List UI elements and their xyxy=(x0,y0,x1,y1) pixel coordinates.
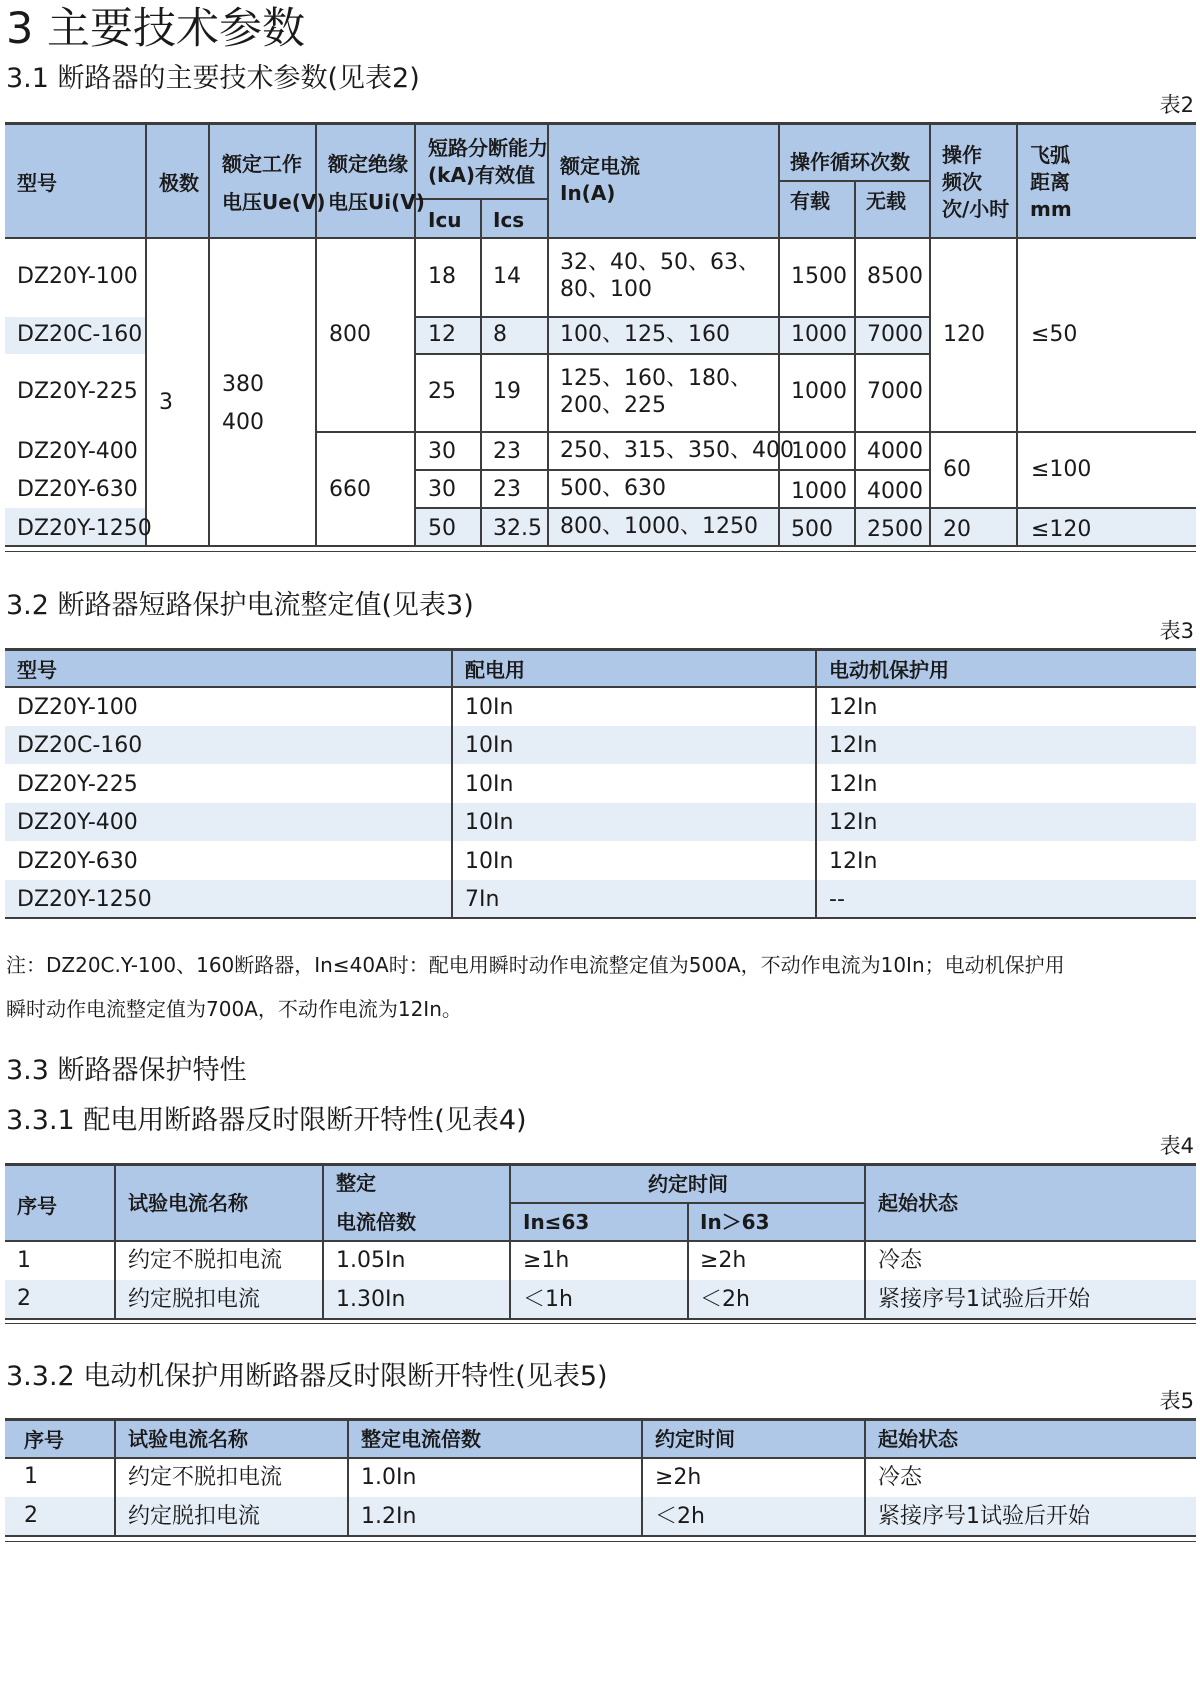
table-5-bottom-rule xyxy=(5,1541,1196,1542)
table-3-top-rule xyxy=(5,648,1196,651)
header-cycles: 操作循环次数 xyxy=(790,150,910,174)
page-title: 3 主要技术参数 xyxy=(6,4,306,54)
col-rule xyxy=(929,123,931,545)
header-in-le-63: In≤63 xyxy=(523,1210,590,1234)
row-rule xyxy=(316,431,1196,433)
table-5-top-rule xyxy=(5,1418,1196,1421)
cell-frequency: 20 xyxy=(943,517,971,542)
cell-conventional-time: ≥2h xyxy=(655,1465,702,1490)
col-rule xyxy=(864,1165,866,1318)
cell-frequency: 120 xyxy=(943,322,985,347)
col-rule xyxy=(547,123,549,545)
cell-distribution: 10In xyxy=(465,695,514,720)
cell-test-current: 约定脱扣电流 xyxy=(128,1287,261,1312)
cell-rated-current: 500、630 xyxy=(560,476,666,501)
cell-motor: 12In xyxy=(829,849,878,874)
cell-model: DZ20Y-400 xyxy=(17,439,138,464)
cell-ics: 23 xyxy=(493,439,521,464)
table-5-label: 表5 xyxy=(1159,1389,1194,1413)
col-rule xyxy=(815,650,817,918)
col-rule xyxy=(451,650,453,918)
table-4-label: 表4 xyxy=(1159,1134,1194,1158)
col-rule xyxy=(480,199,482,545)
cell-unloaded: 7000 xyxy=(867,322,923,347)
cell-model: DZ20Y-630 xyxy=(17,849,138,874)
col-rule xyxy=(854,181,856,545)
header-multiple: 整定电流倍数 xyxy=(361,1427,481,1451)
cell-motor: 12In xyxy=(829,733,878,758)
cell-initial-state: 冷态 xyxy=(878,1465,923,1490)
cell-test-current: 约定不脱扣电流 xyxy=(128,1465,283,1490)
cell-seq: 1 xyxy=(17,1248,31,1273)
header-model: 型号 xyxy=(17,658,57,682)
header-arc-distance: mm xyxy=(1030,197,1072,221)
header-initial-state: 起始状态 xyxy=(878,1191,958,1215)
header-loaded: 有载 xyxy=(790,189,830,213)
cell-ics: 23 xyxy=(493,477,521,502)
cell-model: DZ20Y-225 xyxy=(17,772,138,797)
cell-seq: 2 xyxy=(17,1286,31,1311)
cell-ui: 660 xyxy=(329,477,371,502)
cell-test-current: 约定脱扣电流 xyxy=(128,1504,261,1529)
cell-seq: 2 xyxy=(24,1503,38,1528)
cell-model: DZ20Y-1250 xyxy=(17,887,152,912)
header-rated-current: In(A) xyxy=(560,181,616,205)
cell-unloaded: 4000 xyxy=(867,479,923,504)
header-model: 型号 xyxy=(17,171,57,195)
cell-multiple: 1.30In xyxy=(336,1287,406,1312)
cell-ics: 8 xyxy=(493,322,507,347)
cell-rated-current: 125、160、180、 xyxy=(560,366,752,391)
cell-multiple: 1.2In xyxy=(361,1504,417,1529)
table-5-bottom-rule xyxy=(5,1535,1196,1537)
header-poles: 极数 xyxy=(159,171,199,195)
section-3-3-2-heading: 3.3.2 电动机保护用断路器反时限断开特性(见表5) xyxy=(6,1361,608,1392)
col-rule xyxy=(641,1420,643,1535)
header-multiple: 电流倍数 xyxy=(336,1210,416,1234)
header-conventional-time: 约定时间 xyxy=(648,1172,728,1196)
col-rule xyxy=(1016,123,1018,545)
cell-test-current: 约定不脱扣电流 xyxy=(128,1248,283,1273)
section-3-3-1-heading: 3.3.1 配电用断路器反时限断开特性(见表4) xyxy=(6,1105,527,1136)
header-frequency: 频次 xyxy=(942,170,982,194)
cell-time-le-63: ≥1h xyxy=(523,1248,570,1273)
cell-ics: 14 xyxy=(493,264,521,289)
cell-loaded: 500 xyxy=(791,517,833,542)
cell-arc-distance: ≤120 xyxy=(1031,517,1092,542)
table-3-label: 表3 xyxy=(1159,619,1194,643)
col-rule xyxy=(687,1203,689,1318)
table-4-top-rule xyxy=(5,1163,1196,1166)
cell-model: DZ20Y-630 xyxy=(17,477,138,502)
cell-unloaded: 4000 xyxy=(867,439,923,464)
cell-motor: -- xyxy=(829,887,845,912)
header-conventional-time: 约定时间 xyxy=(655,1427,735,1451)
header-distribution: 配电用 xyxy=(465,658,525,682)
row-rule xyxy=(415,469,930,471)
col-rule xyxy=(208,123,210,545)
header-ui: 电压Ui(V) xyxy=(328,190,425,214)
cell-icu: 30 xyxy=(428,477,456,502)
cell-frequency: 60 xyxy=(943,457,971,482)
row-rule xyxy=(415,353,930,355)
cell-unloaded: 8500 xyxy=(867,264,923,289)
header-bottom-rule xyxy=(5,1457,1196,1459)
cell-initial-state: 紧接序号1试验后开始 xyxy=(878,1287,1090,1312)
cell-initial-state: 紧接序号1试验后开始 xyxy=(878,1504,1090,1529)
table-3-bottom-rule xyxy=(5,917,1196,919)
cell-time-gt-63: ≥2h xyxy=(700,1248,747,1273)
cell-rated-current: 100、125、160 xyxy=(560,322,730,347)
cell-distribution: 10In xyxy=(465,772,514,797)
cell-motor: 12In xyxy=(829,772,878,797)
col-rule xyxy=(509,1165,511,1318)
cell-icu: 12 xyxy=(428,322,456,347)
cell-rated-current: 200、225 xyxy=(560,393,666,418)
cell-motor: 12In xyxy=(829,810,878,835)
header-icu: Icu xyxy=(428,208,462,232)
header-bottom-rule xyxy=(5,686,1196,688)
row-stripe xyxy=(5,726,1196,764)
table-4-bottom-rule xyxy=(5,1323,1196,1324)
header-initial-state: 起始状态 xyxy=(878,1427,958,1451)
header-breaking: (kA)有效值 xyxy=(428,163,536,187)
note-line-1: 注：DZ20C.Y-100、160断路器，In≤40A时：配电用瞬时动作电流整定值为500A，不动作电流为10In；电动机保护用 xyxy=(6,953,1065,977)
cell-ics: 32.5 xyxy=(493,516,542,541)
cell-icu: 30 xyxy=(428,439,456,464)
row-stripe xyxy=(5,803,1196,841)
header-multiple: 整定 xyxy=(336,1171,376,1195)
cell-ui: 800 xyxy=(329,322,371,347)
col-rule xyxy=(347,1420,349,1535)
cell-ics: 19 xyxy=(493,379,521,404)
cell-time-gt-63: ＜2h xyxy=(700,1287,750,1312)
header-ue: 电压Ue(V) xyxy=(222,190,326,214)
header-frequency: 次/小时 xyxy=(942,197,1010,221)
cell-loaded: 1000 xyxy=(791,439,847,464)
header-seq: 序号 xyxy=(24,1428,64,1452)
cell-loaded: 1000 xyxy=(791,479,847,504)
col-rule xyxy=(322,1165,324,1318)
note-line-2: 瞬时动作电流整定值为700A，不动作电流为12In。 xyxy=(6,997,462,1021)
header-ics: Ics xyxy=(493,208,525,232)
cell-seq: 1 xyxy=(24,1464,38,1489)
row-rule xyxy=(415,507,1196,509)
cell-poles: 3 xyxy=(159,390,173,415)
cell-conventional-time: ＜2h xyxy=(655,1504,705,1529)
cell-model: DZ20Y-225 xyxy=(17,379,138,404)
cell-model: DZ20C-160 xyxy=(17,733,143,758)
cell-model: DZ20Y-100 xyxy=(17,264,138,289)
section-3-1-heading: 3.1 断路器的主要技术参数(见表2) xyxy=(6,63,420,94)
row-stripe xyxy=(5,880,1196,918)
header-unloaded: 无载 xyxy=(866,189,906,213)
table-2-bottom-rule xyxy=(5,545,1196,547)
cell-icu: 25 xyxy=(428,379,456,404)
cell-unloaded: 2500 xyxy=(867,517,923,542)
cell-loaded: 1000 xyxy=(791,379,847,404)
table-4-bottom-rule xyxy=(5,1318,1196,1320)
cell-motor: 12In xyxy=(829,695,878,720)
section-3-3-heading: 3.3 断路器保护特性 xyxy=(6,1055,247,1086)
cell-model: DZ20Y-1250 xyxy=(17,516,152,541)
header-bottom-rule xyxy=(5,1240,1196,1242)
cell-rated-current: 250、315、350、400 xyxy=(560,438,794,463)
cell-initial-state: 冷态 xyxy=(878,1248,923,1273)
col-rule xyxy=(145,123,147,545)
header-test-current: 试验电流名称 xyxy=(128,1427,248,1451)
header-ue: 额定工作 xyxy=(222,152,302,176)
header-in-gt-63: In＞63 xyxy=(700,1210,770,1234)
cell-distribution: 10In xyxy=(465,810,514,835)
header-ui: 额定绝缘 xyxy=(328,152,408,176)
cell-rated-current: 32、40、50、63、 xyxy=(560,250,760,275)
cell-loaded: 1500 xyxy=(791,264,847,289)
col-rule xyxy=(315,123,317,545)
cell-model: DZ20C-160 xyxy=(17,322,143,347)
header-arc-distance: 距离 xyxy=(1030,170,1070,194)
cell-arc-distance: ≤50 xyxy=(1031,322,1078,347)
header-seq: 序号 xyxy=(17,1194,57,1218)
table-3-header-bg xyxy=(5,650,1196,687)
col-rule xyxy=(114,1420,116,1535)
col-rule xyxy=(414,123,416,545)
cell-rated-current: 80、100 xyxy=(560,277,652,302)
header-rated-current: 额定电流 xyxy=(560,154,640,178)
header-motor-protection: 电动机保护用 xyxy=(829,658,949,682)
col-rule xyxy=(778,123,780,545)
cell-icu: 18 xyxy=(428,264,456,289)
cell-icu: 50 xyxy=(428,516,456,541)
cell-loaded: 1000 xyxy=(791,322,847,347)
cell-ue: 400 xyxy=(222,410,264,435)
cell-ue: 380 xyxy=(222,372,264,397)
table-2-label: 表2 xyxy=(1159,93,1194,117)
cell-time-le-63: ＜1h xyxy=(523,1287,573,1312)
cell-distribution: 7In xyxy=(465,887,500,912)
header-arc-distance: 飞弧 xyxy=(1030,143,1070,167)
cell-model: DZ20Y-100 xyxy=(17,695,138,720)
header-frequency: 操作 xyxy=(942,143,982,167)
row-rule xyxy=(415,316,930,318)
cell-arc-distance: ≤100 xyxy=(1031,457,1092,482)
cell-unloaded: 7000 xyxy=(867,379,923,404)
table-2-bottom-rule xyxy=(5,551,1196,552)
col-rule xyxy=(114,1165,116,1318)
cell-multiple: 1.05In xyxy=(336,1248,406,1273)
cell-distribution: 10In xyxy=(465,849,514,874)
header-breaking: 短路分断能力 xyxy=(428,136,548,160)
cell-multiple: 1.0In xyxy=(361,1465,417,1490)
cell-model: DZ20Y-400 xyxy=(17,810,138,835)
section-3-2-heading: 3.2 断路器短路保护电流整定值(见表3) xyxy=(6,590,474,621)
header-test-current: 试验电流名称 xyxy=(128,1191,248,1215)
cell-distribution: 10In xyxy=(465,733,514,758)
cell-rated-current: 800、1000、1250 xyxy=(560,514,758,539)
col-rule xyxy=(864,1420,866,1535)
